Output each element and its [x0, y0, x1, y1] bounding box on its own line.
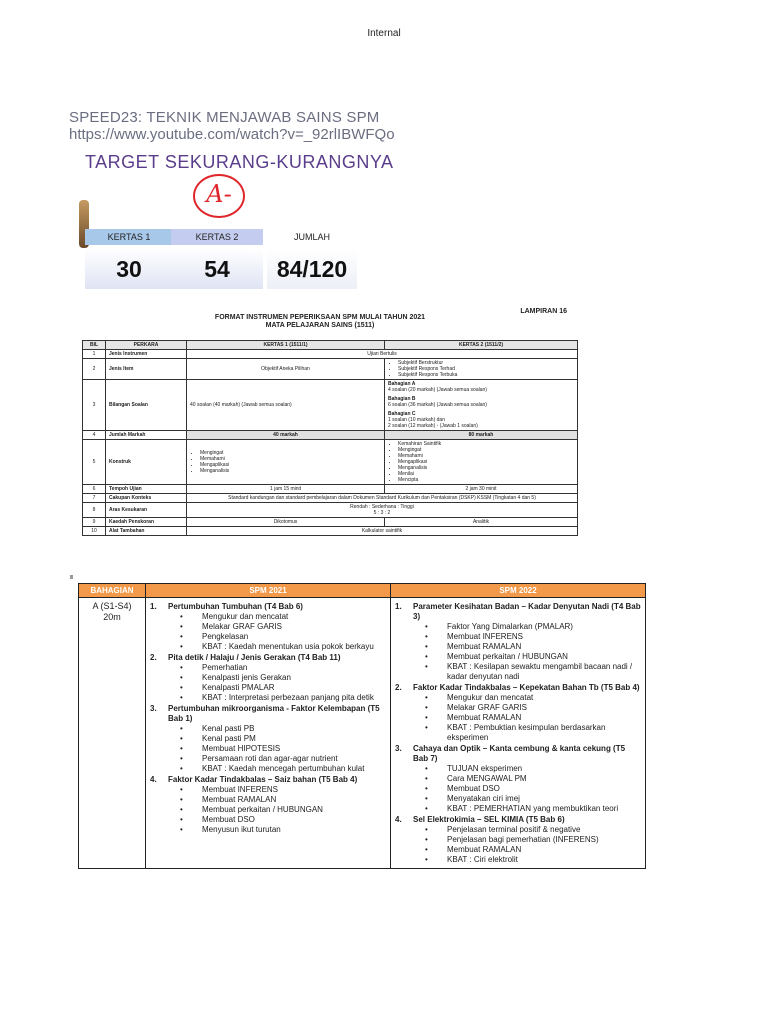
list-item: • Mengingat: [200, 450, 381, 456]
list-item: • Menyusun ikut turutan: [180, 825, 386, 835]
list-item: • TUJUAN eksperimen: [425, 764, 641, 774]
row-kertas1: 1 jam 15 minit: [187, 485, 385, 494]
target-value-kertas2: 54: [171, 249, 263, 289]
list-item: • Kenalpasti jenis Gerakan: [180, 673, 386, 683]
topic-list: [150, 724, 386, 774]
topic-heading: [150, 653, 386, 663]
list-item: • Membuat HIPOTESIS: [180, 744, 386, 754]
topic-number: 3.: [395, 744, 402, 753]
row-item: Tempoh Ujian: [106, 485, 187, 494]
topic-number: 1.: [150, 602, 157, 611]
bahagian-c-text2: 2 soalan (12 markah) - (Jawab 1 soalan): [388, 423, 478, 429]
list-item: • Melakar GRAF GARIS: [425, 703, 641, 713]
list-item: • Membuat RAMALAN: [425, 642, 641, 652]
col-kertas2: KERTAS 2 (1511/2): [385, 341, 578, 350]
target-image: [79, 152, 394, 292]
row-item: Kaedah Penskoran: [106, 518, 187, 527]
spm-2022-cell: [391, 598, 646, 869]
aras-ratio-value: 5 : 3 : 2: [373, 510, 391, 516]
row-number: 2: [83, 359, 106, 380]
bahagian-cell: [79, 598, 146, 869]
row-item: Bilangan Soalan: [106, 380, 187, 431]
list-item: • Melakar GRAF GARIS: [180, 622, 386, 632]
header-label: Internal: [367, 28, 401, 39]
topic-list: [150, 785, 386, 835]
document-title: SPEED23: TEKNIK MENJAWAB SAINS SPM: [69, 109, 380, 126]
row-kertas2: 2 jam 30 minit: [385, 485, 578, 494]
list-item: • Membuat RAMALAN: [425, 845, 641, 855]
row-number: 6: [83, 485, 106, 494]
list-item: • Menyatakan ciri imej: [425, 794, 641, 804]
list-item: • Subjektif Respons Terhad: [398, 366, 574, 372]
bahagian-section: A (S1-S4): [92, 601, 132, 611]
list-item: • Mengukur dan mencatat: [425, 693, 641, 703]
row-item: Jumlah Markah: [106, 431, 187, 440]
topic-number: 4.: [150, 775, 157, 784]
list-item: • Membuat DSO: [425, 784, 641, 794]
list-item: • Kenal pasti PB: [180, 724, 386, 734]
topic-title: Faktor Kadar Tindakbalas – Kepekatan Bahan Tb (T5 Bab 4): [413, 683, 640, 692]
topic-number: 2.: [150, 653, 157, 662]
list-item: • KBAT : Pembuktian kesimpulan berdasarkan eksperimen: [425, 723, 641, 743]
bahagian-b-text: 6 soalan (36 markah) (Jawab semua soalan): [388, 402, 487, 408]
topic-list: [150, 612, 386, 652]
target-col-kertas1: KERTAS 1: [85, 229, 173, 245]
list-item: • Membuat DSO: [180, 815, 386, 825]
format-document-image: [70, 300, 593, 576]
list-item: • Persamaan roti dan agar-agar nutrient: [180, 754, 386, 764]
list-item: • Faktor Yang Dimalarkan (PMALAR): [425, 622, 641, 632]
col-spm-2022: SPM 2022: [391, 584, 646, 598]
format-title: [155, 314, 485, 330]
topic-number: 3.: [150, 704, 157, 713]
list-item: • Penjelasan bagi pemerhatian (INFERENS): [425, 835, 641, 845]
list-item: • Pengkelasan: [180, 632, 386, 642]
row-item: Aras Kesukaran: [106, 503, 187, 518]
list-item: • Membuat perkaitan / HUBUNGAN: [425, 652, 641, 662]
list-item: • Kenal pasti PM: [180, 734, 386, 744]
col-bil: BIL: [83, 341, 106, 350]
list-item: • KBAT : Interpretasi perbezaan panjang pita detik: [180, 693, 386, 703]
list-item: • Mengaplikasi: [398, 459, 574, 465]
row-kertas1: [187, 440, 385, 485]
topic-list: [150, 663, 386, 703]
target-heading: TARGET SEKURANG-KURANGNYA: [85, 152, 394, 172]
row-number: 9: [83, 518, 106, 527]
table-row: [83, 485, 578, 494]
table-row: [83, 527, 578, 536]
table-row: [83, 494, 578, 503]
list-item: • Menganalisis: [200, 468, 381, 474]
target-col-jumlah: JUMLAH: [267, 229, 357, 245]
topic-number: 2.: [395, 683, 402, 692]
topic-heading: [395, 602, 641, 622]
row-kertas2: Analitik: [385, 518, 578, 527]
topic-title: Parameter Kesihatan Badan – Kadar Denyutan Nadi (T4 Bab 3): [413, 602, 641, 621]
spm-2021-cell: [146, 598, 391, 869]
topic-heading: [150, 775, 386, 785]
topic-number: 1.: [395, 602, 402, 611]
spm-comparison-table: [78, 583, 646, 869]
topic-list: [395, 764, 641, 814]
topic-list: [395, 825, 641, 865]
format-header-row: [83, 341, 578, 350]
row-number: 7: [83, 494, 106, 503]
table-row: [83, 440, 578, 485]
row-number: 10: [83, 527, 106, 536]
table-row: [83, 503, 578, 518]
list-item: • Menilai: [398, 471, 574, 477]
table-row: [83, 380, 578, 431]
target-value-kertas1: 30: [85, 249, 173, 289]
list-item: • Kenalpasti PMALAR: [180, 683, 386, 693]
row-item: Jenis Instrumen: [106, 350, 187, 359]
row-item: Jenis Item: [106, 359, 187, 380]
table-row: [83, 359, 578, 380]
spm-comparison-image: [70, 579, 648, 878]
list-item: • KBAT : Kesilapan sewaktu mengambil bacaan nadi / kadar denyutan nadi: [425, 662, 641, 682]
bahagian-a-text: 4 soalan (20 markah) (Jawab semua soalan): [388, 387, 487, 393]
format-title-line2: MATA PELAJARAN SAINS (1511): [265, 322, 375, 329]
topic-heading: [395, 683, 641, 693]
topic-heading: [150, 704, 386, 724]
list-item: • Memahami: [398, 453, 574, 459]
topic-title: Pita detik / Halaju / Jenis Gerakan (T4 Bab 11): [168, 653, 341, 662]
row-kertas2: [385, 359, 578, 380]
list-item: • KBAT : Kaedah menentukan usia pokok berkayu: [180, 642, 386, 652]
topic-title: Pertumbuhan mikroorganisma - Faktor Kelembapan (T5 Bab 1): [168, 704, 380, 723]
list-item: • Membuat RAMALAN: [180, 795, 386, 805]
topic-heading: [150, 602, 386, 612]
row-number: 8: [83, 503, 106, 518]
row-value: Kalkulator saintifik: [187, 527, 578, 536]
list-item: • Membuat perkaitan / HUBUNGAN: [180, 805, 386, 815]
list-item: • Penjelasan terminal positif & negative: [425, 825, 641, 835]
list-item: • Mengukur dan mencatat: [180, 612, 386, 622]
grade-mark: A-: [206, 180, 232, 208]
topic-title: Pertumbuhan Tumbuhan (T4 Bab 6): [168, 602, 303, 611]
row-value: [187, 503, 578, 518]
row-kertas2: 80 markah: [385, 431, 578, 440]
video-url[interactable]: https://www.youtube.com/watch?v=_92rlIBWFQo: [69, 126, 395, 143]
row-number: 1: [83, 350, 106, 359]
topic-title: Cahaya dan Optik – Kanta cembung & kanta cekung (T5 Bab 7): [413, 744, 626, 763]
table-row: [83, 350, 578, 359]
lampiran-label: LAMPIRAN 16: [520, 308, 567, 315]
row-number: 5: [83, 440, 106, 485]
col-bahagian: BAHAGIAN: [79, 584, 146, 598]
table-row: [83, 518, 578, 527]
spm-content-row: [79, 598, 646, 869]
list-item: • Subjektif Berstruktur: [398, 360, 574, 366]
row-value: Ujian Bertulis: [187, 350, 578, 359]
bahagian-marks: 20m: [103, 612, 121, 622]
col-spm-2021: SPM 2021: [146, 584, 391, 598]
list-item: • Memahami: [200, 456, 381, 462]
col-perkara: PERKARA: [106, 341, 187, 350]
bahagian-c-text1: 1 soalan (10 markah) dan: [388, 417, 445, 423]
list-item: • Menganalisis: [398, 465, 574, 471]
list-item: • Pemerhatian: [180, 663, 386, 673]
list-item: • KBAT : PEMERHATIAN yang membuktikan teori: [425, 804, 641, 814]
list-item: • Mengaplikasi: [200, 462, 381, 468]
target-value-jumlah: 84/120: [267, 249, 357, 289]
list-item: • Kemahiran Saintifik: [398, 441, 574, 447]
topic-title: Sel Elektrokimia – SEL KIMIA (T5 Bab 6): [413, 815, 565, 824]
row-kertas2: [385, 380, 578, 431]
row-number: 3: [83, 380, 106, 431]
list-item: • KBAT : Ciri elektrolit: [425, 855, 641, 865]
col-kertas1: KERTAS 1 (1511/1): [187, 341, 385, 350]
target-col-kertas2: KERTAS 2: [171, 229, 263, 245]
row-value: Standard kandungan dan standard pembelajaran dalam Dokumen Standard Kurikulum dan Pentaksiran (DSKP) KSSM (Tingkatan 4 dan 5): [187, 494, 578, 503]
topic-title: Faktor Kadar Tindakbalas – Saiz bahan (T5 Bab 4): [168, 775, 358, 784]
row-kertas2: [385, 440, 578, 485]
list-item: • Mengingat: [398, 447, 574, 453]
list-item: • Cara MENGAWAL PM: [425, 774, 641, 784]
bahagian-b-title: Bahagian B: [388, 396, 416, 402]
row-kertas1: Dikotomus: [187, 518, 385, 527]
format-title-line1: FORMAT INSTRUMEN PEPERIKSAAN SPM MULAI TAHUN 2021: [214, 314, 426, 321]
topic-number: 4.: [395, 815, 402, 824]
bahagian-a-title: Bahagian A: [388, 381, 416, 387]
row-item: Konstruk: [106, 440, 187, 485]
topic-heading: [395, 815, 641, 825]
topic-list: [395, 622, 641, 682]
aras-ratio-label: Rendah : Sederhana : Tinggi: [350, 504, 414, 510]
format-table: [82, 340, 578, 536]
list-item: • Mencipta: [398, 477, 574, 483]
topic-heading: [395, 744, 641, 764]
list-item: • Membuat RAMALAN: [425, 713, 641, 723]
row-number: 4: [83, 431, 106, 440]
list-item: • KBAT : Kaedah mencegah pertumbuhan kulat: [180, 764, 386, 774]
spm-header-row: [79, 584, 646, 598]
row-kertas1: Objektif Aneka Pilihan: [187, 359, 385, 380]
topic-list: [395, 693, 641, 743]
list-item: • Membuat INFERENS: [425, 632, 641, 642]
row-kertas1: 40 markah: [187, 431, 385, 440]
row-kertas1: 40 soalan (40 markah) (Jawab semua soalan): [187, 380, 385, 431]
list-item: • Subjektif Respons Terbuka: [398, 372, 574, 378]
list-item: • Membuat INFERENS: [180, 785, 386, 795]
row-item: Alat Tambahan: [106, 527, 187, 536]
table-row: [83, 431, 578, 440]
row-item: Cakupan Konteks: [106, 494, 187, 503]
bahagian-c-title: Bahagian C: [388, 411, 416, 417]
